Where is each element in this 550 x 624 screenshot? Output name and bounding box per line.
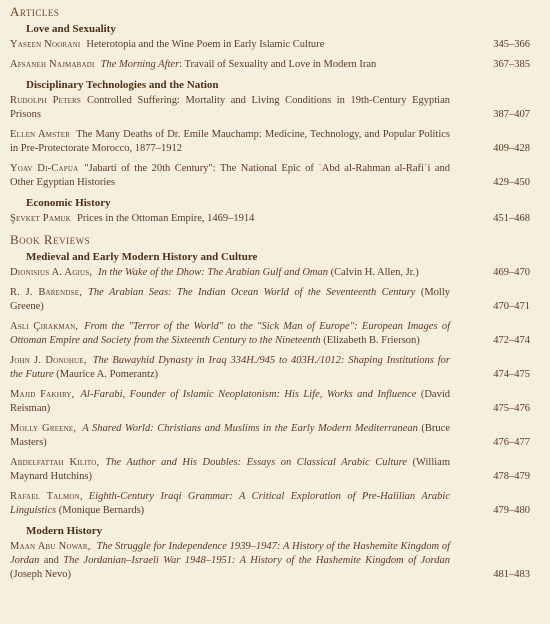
entry-author: Maan Abu Nowar, — [10, 541, 91, 552]
toc-entry — [10, 212, 550, 226]
entry-text — [10, 354, 450, 382]
toc-entry — [10, 94, 550, 122]
entry-title-italic: Al-Farabi, Founder of Islamic Neoplatonism: His Life, Works and Influence — [80, 389, 417, 400]
entry-pages: 478–479 — [493, 471, 530, 482]
toc-entry — [10, 456, 550, 484]
entry-title-italic: The Author and His Doubles: Essays on Classical Arabic Culture — [105, 457, 407, 468]
toc-entry — [10, 286, 550, 314]
entry-pages: 429–450 — [493, 177, 530, 188]
entry-title: The Many Deaths of Dr. Emile Mauchamp: Medicine, Technology, and Popular Politics in Pre-Protectorate Morocco, 1877–1912 — [10, 129, 450, 154]
entry-author: Molly Greene, — [10, 423, 77, 434]
entry-author: Majid Fakhry, — [10, 389, 75, 400]
entry-text — [10, 212, 450, 226]
entry-pages: 472–474 — [493, 335, 530, 346]
entry-text — [10, 388, 450, 416]
entry-note: (Maurice A. Pomerantz) — [53, 369, 159, 380]
reviews-heading: Book Reviews — [10, 232, 91, 247]
subsection-title: Disciplinary Technologies and the Nation — [26, 79, 219, 91]
entry-text — [10, 266, 450, 280]
entry-author: John J. Donohue, — [10, 355, 87, 366]
entry-text — [10, 456, 450, 484]
entry-title-italic: From the "Terror of the World" to the "Sick Man of Europe": European Images of Ottoman Empire and Society from the Sixteenth Century to the Nineteenth — [10, 321, 450, 346]
toc-entry — [10, 266, 550, 280]
entry-pages: 475–476 — [493, 403, 530, 414]
entry-text — [10, 422, 450, 450]
toc-entry — [10, 162, 550, 190]
entry-author: Aslı Çırakman, — [10, 321, 79, 332]
entry-note: (Molly Greene) — [10, 287, 450, 312]
entry-pages: 470–471 — [493, 301, 530, 312]
toc-entry — [10, 38, 550, 52]
subsection-title: Economic History — [26, 197, 111, 209]
subsection-title: Love and Sexuality — [26, 23, 116, 35]
entry-note: (Calvin H. Allen, Jr.) — [328, 267, 419, 278]
entry-pages: 474–475 — [493, 369, 530, 380]
entry-note: (Bruce Masters) — [10, 423, 450, 448]
entry-text — [10, 320, 450, 348]
entry-title: Heterotopia and the Wine Poem in Early Islamic Culture — [86, 39, 325, 50]
entry-note: (Monique Bernards) — [56, 505, 145, 516]
entry-title-italic: The Arabian Seas: The Indian Ocean World of the Seventeenth Century — [88, 287, 416, 298]
entry-pages: 451–468 — [493, 213, 530, 224]
entry-title-italic: In the Wake of the Dhow: The Arabian Gulf and Oman — [98, 267, 328, 278]
subsection-title: Modern History — [26, 525, 103, 537]
entry-note: (William Maynard Hutchins) — [10, 457, 451, 482]
entry-author: Rafael Talmon, — [10, 491, 83, 502]
entry-title-italic: The Struggle for Independence 1939–1947: A History of the Hashemite Kingdom of Jordan — [10, 541, 450, 566]
entry-title-italic: The Jordanian–Israeli War 1948–1951: A History of the Hashemite Kingdom of Jordan — [63, 555, 450, 566]
entry-author: Yoav Di-Capua — [10, 163, 79, 174]
toc-entry — [10, 58, 550, 72]
entry-title-italic: A Shared World: Christians and Muslims in the Early Modern Mediterranean — [82, 423, 418, 434]
entry-pages: 469–470 — [493, 267, 530, 278]
entry-author: Yaseen Noorani — [10, 39, 81, 50]
toc-entry — [10, 354, 550, 382]
entry-note: and — [39, 555, 64, 566]
entry-author: Şevket Pamuk — [10, 213, 72, 224]
toc-entry — [10, 128, 550, 156]
entry-text — [10, 490, 450, 518]
toc-entry — [10, 422, 550, 450]
entry-author: Afsaneh Najmabadi — [10, 59, 95, 70]
toc-entry — [10, 388, 550, 416]
toc-entry — [10, 540, 550, 582]
subsection-title: Medieval and Early Modern History and Culture — [26, 251, 258, 263]
entry-author: Dionisius A. Agius, — [10, 267, 93, 278]
entry-pages: 387–407 — [493, 109, 530, 120]
entry-text — [10, 286, 450, 314]
entry-pages: 409–428 — [493, 143, 530, 154]
entry-author: Abdelfattah Kilito, — [10, 457, 100, 468]
entry-pages: 367–385 — [493, 59, 530, 70]
entry-title-italic: The Morning After — [100, 59, 180, 70]
entry-author: Rudolph Peters — [10, 95, 82, 106]
entry-pages: 481–483 — [493, 569, 530, 580]
entry-title: Controlled Suffering: Mortality and Living Conditions in 19th-Century Egyptian Prisons — [10, 95, 450, 120]
entry-note: (David Reisman) — [10, 389, 450, 414]
entry-text — [10, 38, 450, 52]
entry-text — [10, 162, 450, 190]
entry-text — [10, 540, 450, 582]
articles-heading: Articles — [10, 4, 60, 19]
toc-entry — [10, 320, 550, 348]
entry-title-italic: Eighth-Century Iraqi Grammar: A Critical Exploration of Pre-Halilian Arabic Linguistics — [10, 491, 450, 516]
entry-author: Ellen Amster — [10, 129, 71, 140]
entry-title: Prices in the Ottoman Empire, 1469–1914 — [77, 213, 255, 224]
entry-pages: 476–477 — [493, 437, 530, 448]
entry-note: (Elizabeth B. Frierson) — [320, 335, 420, 346]
entry-pages: 479–480 — [493, 505, 530, 516]
entry-pages: 345–366 — [493, 39, 530, 50]
entry-title: "Jabarti of the 20th Century": The National Epic of ʿAbd al-Rahman al-Rafiʿi and Other Egyptian Histories — [10, 163, 450, 188]
entry-author: R. J. Barendse, — [10, 287, 83, 298]
entry-text — [10, 58, 450, 72]
entry-note: : Travail of Sexuality and Love in Modern Iran — [179, 59, 377, 70]
entry-note: (Joseph Nevo) — [10, 569, 71, 580]
entry-text — [10, 94, 450, 122]
entry-text — [10, 128, 450, 156]
entry-title-italic: The Buwayhid Dynasty in Iraq 334H./945 to 403H./1012: Shaping Institutions for the Future — [10, 355, 450, 380]
toc-entry — [10, 490, 550, 518]
